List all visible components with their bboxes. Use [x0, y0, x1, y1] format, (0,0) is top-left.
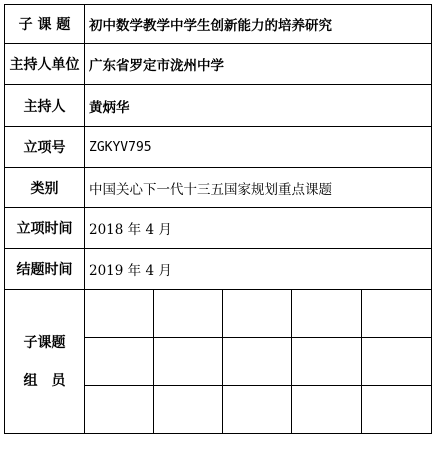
label-members-line1: 子课题	[23, 334, 66, 351]
member-cell	[223, 290, 292, 338]
member-cell	[154, 338, 223, 386]
value-start-date: 2018 年 4 月	[85, 208, 432, 249]
member-cell	[362, 338, 432, 386]
label-host: 主持人	[5, 85, 85, 127]
member-cell	[292, 338, 362, 386]
project-info-table	[4, 4, 432, 434]
row-project-code	[5, 127, 432, 168]
label-host-unit: 主持人单位	[5, 44, 85, 85]
value-project-code: ZGKYV795	[85, 127, 432, 168]
member-cell	[85, 386, 154, 434]
row-subtopic	[5, 5, 432, 44]
member-cell	[154, 290, 223, 338]
row-category	[5, 168, 432, 208]
label-members-line2: 组 员	[23, 372, 66, 389]
member-cell	[292, 386, 362, 434]
member-cell	[154, 386, 223, 434]
members-row-1	[5, 290, 432, 338]
value-category: 中国关心下一代十三五国家规划重点课题	[85, 168, 432, 208]
value-subtopic: 初中数学教学中学生创新能力的培养研究	[85, 5, 432, 44]
row-host	[5, 85, 432, 127]
label-subtopic: 子 课 题	[5, 5, 85, 44]
label-category: 类别	[5, 168, 85, 208]
label-project-code: 立项号	[5, 127, 85, 168]
member-cell	[85, 290, 154, 338]
label-members	[5, 290, 85, 434]
row-start-date	[5, 208, 432, 249]
member-cell	[362, 386, 432, 434]
value-end-date: 2019 年 4 月	[85, 249, 432, 290]
row-host-unit	[5, 44, 432, 85]
label-start-date: 立项时间	[5, 208, 85, 249]
value-host-unit: 广东省罗定市泷州中学	[85, 44, 432, 85]
member-cell	[85, 338, 154, 386]
member-cell	[292, 290, 362, 338]
member-cell	[223, 338, 292, 386]
value-host: 黄炳华	[85, 85, 432, 127]
member-cell	[223, 386, 292, 434]
row-end-date	[5, 249, 432, 290]
label-end-date: 结题时间	[5, 249, 85, 290]
member-cell	[362, 290, 432, 338]
